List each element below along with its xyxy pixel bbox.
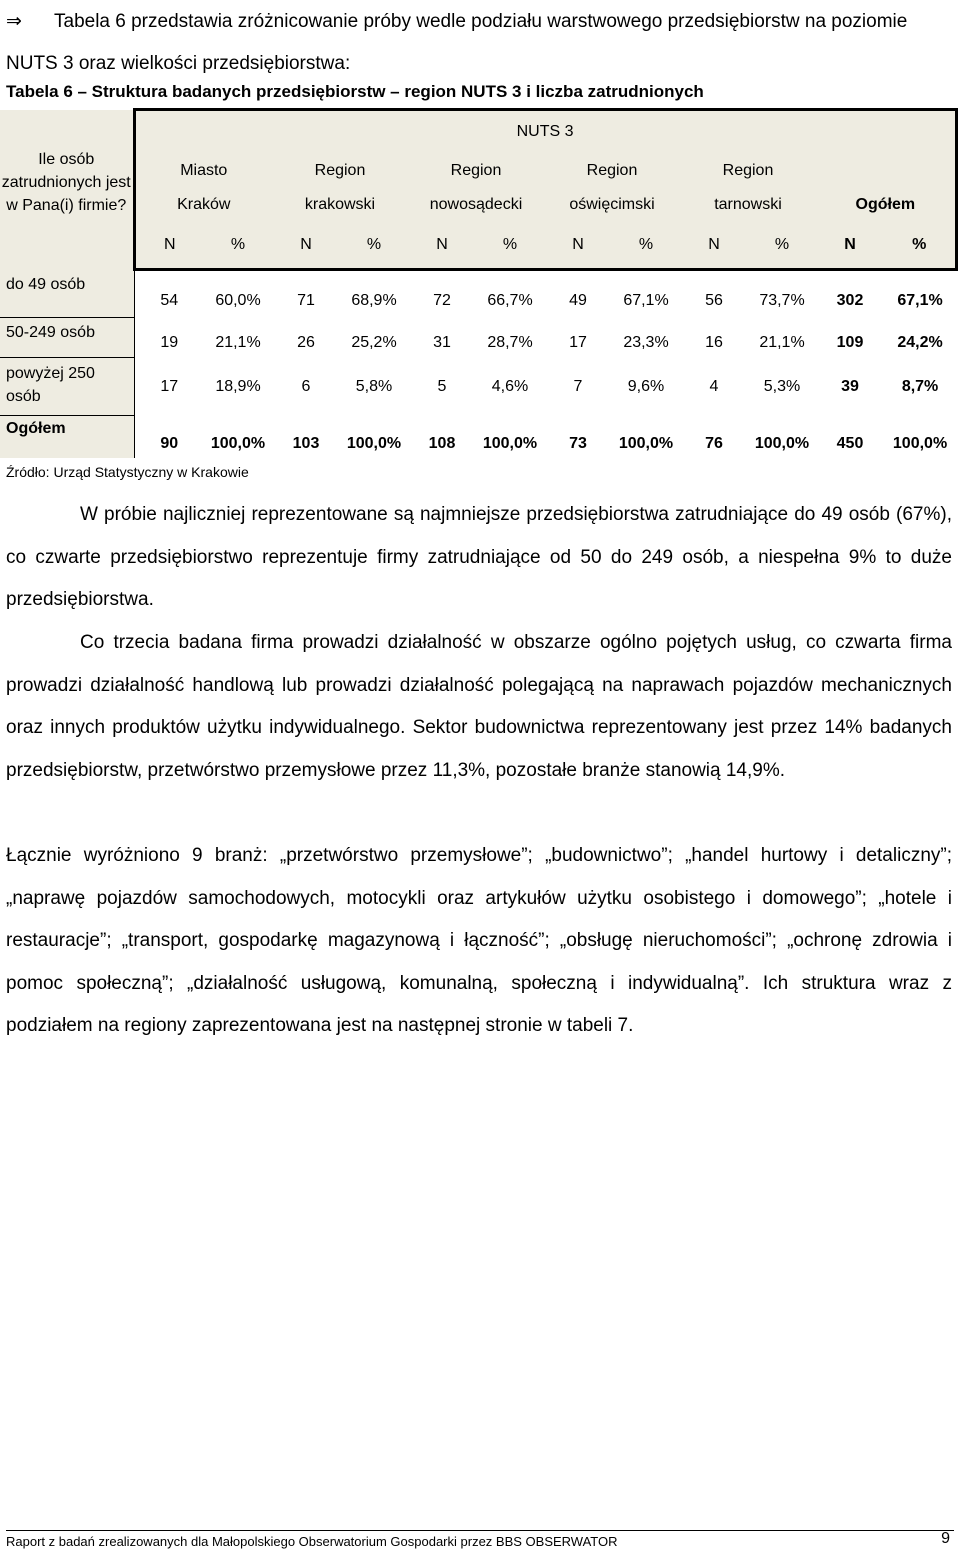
paragraph-2-text: Co trzecia badana firma prowadzi działalność w obszarze ogólno pojętych usług, co czwarta firma prowadzi działalność handlową lub prowadzi działalność polegającą na naprawach pojazdów mechanicznych oraz innych produktów użytku indywidualnego. Sektor budownictwa reprezentowany jest przez 14% badanych przedsiębiorstw, przetwórstwo przemysłowe przez 11,3%, pozostałe branże stanowią 14,9%. xyxy=(6,632,952,781)
cell: 450 xyxy=(836,434,864,452)
cell: 7 xyxy=(573,377,583,395)
cell: 109 xyxy=(836,333,864,351)
cell: 76 xyxy=(705,434,723,452)
cell: 100,0% xyxy=(754,434,810,452)
pct-header: % xyxy=(748,222,816,270)
table-row xyxy=(0,318,956,358)
cell: 4,6% xyxy=(491,377,529,395)
pct-header: % xyxy=(884,222,956,270)
cell: 108 xyxy=(428,434,456,452)
row-label: 50-249 osób xyxy=(0,318,134,358)
cell: 72 xyxy=(433,292,451,310)
row-label: powyżej 250 osób xyxy=(0,358,134,416)
row-label: Ogółem xyxy=(0,416,134,458)
row-label: do 49 osób xyxy=(0,270,134,318)
cell: 68,9% xyxy=(351,292,397,310)
table-source: Źródło: Urząd Statystyczny w Krakowie xyxy=(6,464,249,480)
footer-text: Raport z badań zrealizowanych dla Małopolskiego Obserwatorium Gospodarki przez BBS OBSERWATOR xyxy=(6,1534,618,1549)
page-footer xyxy=(6,1530,954,1549)
cell: 100,0% xyxy=(618,434,674,452)
table-row xyxy=(0,416,956,458)
cell: 8,7% xyxy=(901,377,939,395)
cell: 302 xyxy=(836,292,864,310)
col-header-l2: oświęcimski xyxy=(544,188,680,222)
cell: 9,6% xyxy=(627,377,665,395)
intro-text: Tabela 6 przedstawia zróżnicowanie próby wedle podziału warstwowego przedsiębiorstw na poziomie NUTS 3 oraz wielkości przedsiębiorstwa: xyxy=(6,11,908,74)
pct-header: % xyxy=(204,222,272,270)
intro-paragraph xyxy=(6,0,954,85)
paragraph-1-text: W próbie najliczniej reprezentowane są najmniejsze przedsiębiorstwa zatrudniające do 49 osób (67%), co czwarte przedsiębiorstwo reprezentuje firmy zatrudniające od 50 do 249 osób, a niespełna 9% to duże przedsiębiorstwa. xyxy=(6,504,952,611)
n-header: N xyxy=(816,222,884,270)
pct-header: % xyxy=(612,222,680,270)
nuts-header: NUTS 3 xyxy=(134,110,956,154)
cell: 56 xyxy=(705,292,723,310)
cell: 6 xyxy=(301,377,311,395)
paragraph-2 xyxy=(6,622,952,792)
pct-header: % xyxy=(476,222,544,270)
cell: 24,2% xyxy=(897,333,943,351)
cell: 67,1% xyxy=(897,292,943,310)
cell: 49 xyxy=(569,292,587,310)
cell: 31 xyxy=(433,333,451,351)
cell: 67,1% xyxy=(623,292,669,310)
col-header-l1: Region xyxy=(272,154,408,188)
cell: 60,0% xyxy=(215,292,261,310)
n-header: N xyxy=(544,222,612,270)
col-header-l1: Miasto xyxy=(134,154,272,188)
n-header: N xyxy=(408,222,476,270)
cell: 21,1% xyxy=(215,333,261,351)
table-caption: Tabela 6 – Struktura badanych przedsiębiorstw – region NUTS 3 i liczba zatrudnionych xyxy=(6,82,704,101)
cell: 25,2% xyxy=(351,333,397,351)
cell: 103 xyxy=(292,434,320,452)
col-header-l1: Region xyxy=(408,154,544,188)
paragraph-3 xyxy=(6,835,952,1048)
n-header: N xyxy=(272,222,340,270)
cell: 66,7% xyxy=(487,292,533,310)
col-header-l2: krakowski xyxy=(272,188,408,222)
cell: 73,7% xyxy=(759,292,805,310)
cell: 100,0% xyxy=(892,434,948,452)
cell: 18,9% xyxy=(215,377,261,395)
table-6 xyxy=(0,108,958,458)
cell: 4 xyxy=(709,377,719,395)
cell: 73 xyxy=(569,434,587,452)
cell: 19 xyxy=(160,333,179,351)
cell: 17 xyxy=(160,377,179,395)
cell: 54 xyxy=(160,292,179,310)
cell: 23,3% xyxy=(623,333,669,351)
question-header: Ile osób zatrudnionych jest w Pana(i) firmie? xyxy=(0,110,134,270)
paragraph-3-text: Łącznie wyróżniono 9 branż: „przetwórstwo przemysłowe”; „budownictwo”; „handel hurtowy i detaliczny”; „naprawę pojazdów samochodowych, motocykli oraz artykułów użytku osobistego i domowego”; „hotele i restauracje”; „transport, gospodarkę magazynową i łączność”; „obsługę nieruchomości”; „ochronę zdrowia i pomoc społeczną”; „działalność usługową, komunalną, społeczną i indywidualną”. Ich struktura wraz z podziałem na regiony zaprezentowana jest na następnej stronie w tabeli 7. xyxy=(6,845,952,1037)
pct-header: % xyxy=(340,222,408,270)
cell: 100,0% xyxy=(482,434,538,452)
cell: 100,0% xyxy=(346,434,402,452)
col-header-l1 xyxy=(816,154,956,188)
cell: 5 xyxy=(437,377,447,395)
col-header-l2: Kraków xyxy=(134,188,272,222)
n-header: N xyxy=(680,222,748,270)
double-arrow-icon: ⇒ xyxy=(6,10,22,32)
cell: 16 xyxy=(705,333,723,351)
col-header-l2: nowosądecki xyxy=(408,188,544,222)
table-row xyxy=(0,358,956,416)
table-row xyxy=(0,270,956,318)
cell: 17 xyxy=(569,333,587,351)
col-header-l1: Region xyxy=(544,154,680,188)
col-header-total: Ogółem xyxy=(816,188,956,222)
n-header: N xyxy=(134,222,204,270)
page-number: 9 xyxy=(941,1530,950,1547)
col-header-l1: Region xyxy=(680,154,816,188)
cell: 21,1% xyxy=(759,333,805,351)
cell: 39 xyxy=(841,377,859,395)
paragraph-1 xyxy=(6,494,952,622)
cell: 100,0% xyxy=(210,434,266,452)
col-header-l2: tarnowski xyxy=(680,188,816,222)
footer-divider xyxy=(6,1530,954,1531)
cell: 5,8% xyxy=(355,377,393,395)
cell: 71 xyxy=(297,292,315,310)
cell: 26 xyxy=(297,333,315,351)
cell: 5,3% xyxy=(763,377,801,395)
cell: 28,7% xyxy=(487,333,533,351)
cell: 90 xyxy=(160,434,179,452)
